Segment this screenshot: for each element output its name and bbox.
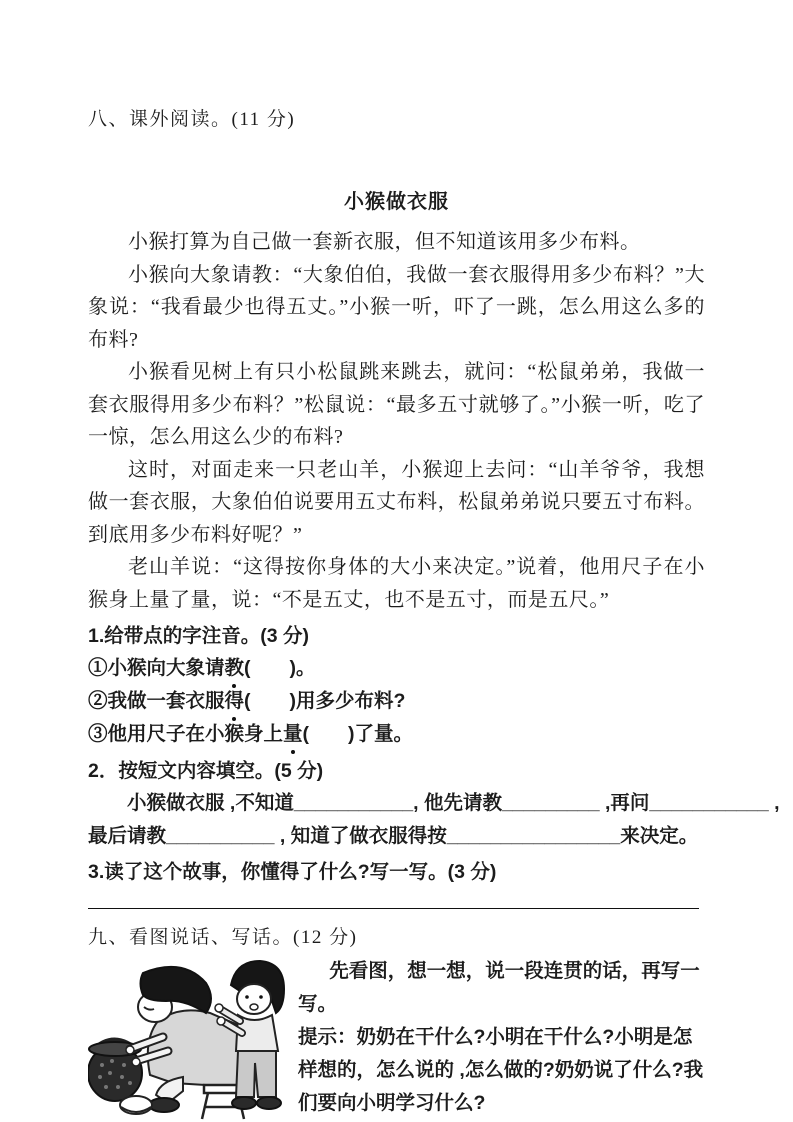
answer-parentheses: ( )用多少布料? <box>244 690 406 712</box>
illustration-grandma-and-boy <box>88 955 302 1122</box>
hint-text: 提示：奶奶在干什么?小明在干什么?小明是怎样想的，怎么说的 ,怎么做的?奶奶说了什么?我们要向小明学习什么? <box>298 1026 704 1114</box>
answer-parentheses: ( )。 <box>244 657 316 679</box>
story-text <box>88 226 705 616</box>
pinyin-item-1 <box>88 652 705 685</box>
question-2-label: 2．按短文内容填空。(5 分) <box>88 760 324 782</box>
section-9-body <box>88 955 705 1122</box>
story-paragraph-5: 老山羊说：“这得按你身体的大小来决定。”说着，他用尺子在小猴身上量了量，说：“不是五丈，也不是五寸，而是五尺。” <box>88 556 705 611</box>
story-paragraph-4: 这时，对面走来一只老山羊，小猴迎上去问：“山羊爷爷，我想做一套衣服，大象伯伯说要用五丈布料，松鼠弟弟说只要五寸布料。到底用多少布料好呢？” <box>88 458 705 546</box>
question-1-label: 1.给带点的字注音。(3 分) <box>88 625 310 647</box>
instruction-text: 先看图，想一想，说一段连贯的话，再写一写。 <box>298 960 700 1015</box>
section-8-heading: 八、课外阅读。(11 分) <box>88 109 296 130</box>
dotted-character: 教 <box>225 652 245 685</box>
story-paragraph-3: 小猴看见树上有只小松鼠跳来跳去，就问：“松鼠弟弟，我做一套衣服得用多少布料？”松鼠说：“最多五寸就够了。”小猴一听，吃了一惊，怎么用这么少的布料? <box>88 361 705 448</box>
section-divider <box>88 908 699 909</box>
pinyin-item-3-text: ③他用尺子在小猴身上 <box>88 723 284 745</box>
pinyin-item-1-text: ①小猴向大象请 <box>88 657 225 679</box>
story-paragraph-1: 小猴打算为自己做一套新衣服，但不知道该用多少布料。 <box>128 231 641 253</box>
dotted-character: 量 <box>283 718 303 751</box>
fill-blank-line-1: 小猴做衣服 ,不知道___________, 他先请教_________ ,再问___________ , <box>127 792 780 814</box>
pinyin-item-2 <box>88 685 705 718</box>
basin-icon <box>120 1096 152 1114</box>
dotted-character: 得 <box>225 685 245 718</box>
section-9-heading: 九、看图说话、写话。(12 分) <box>88 927 358 948</box>
section-9-right-column <box>298 955 705 1122</box>
pinyin-item-3 <box>88 718 705 751</box>
story-title: 小猴做衣服 <box>344 191 449 213</box>
answer-parentheses: ( )了量。 <box>302 723 414 745</box>
question-3-label: 3.读了这个故事，你懂得了什么?写一写。(3 分) <box>88 861 497 883</box>
fill-blank-line-2: 最后请教__________ , 知道了做衣服得按________________来决定。 <box>88 824 699 847</box>
pinyin-item-2-text: ②我做一套衣服 <box>88 690 225 712</box>
story-paragraph-2: 小猴向大象请教：“大象伯伯，我做一套衣服得用多少布料？”大象说：“我看最少也得五丈。”小猴一听，吓了一跳，怎么用这么多的布料? <box>88 263 705 351</box>
